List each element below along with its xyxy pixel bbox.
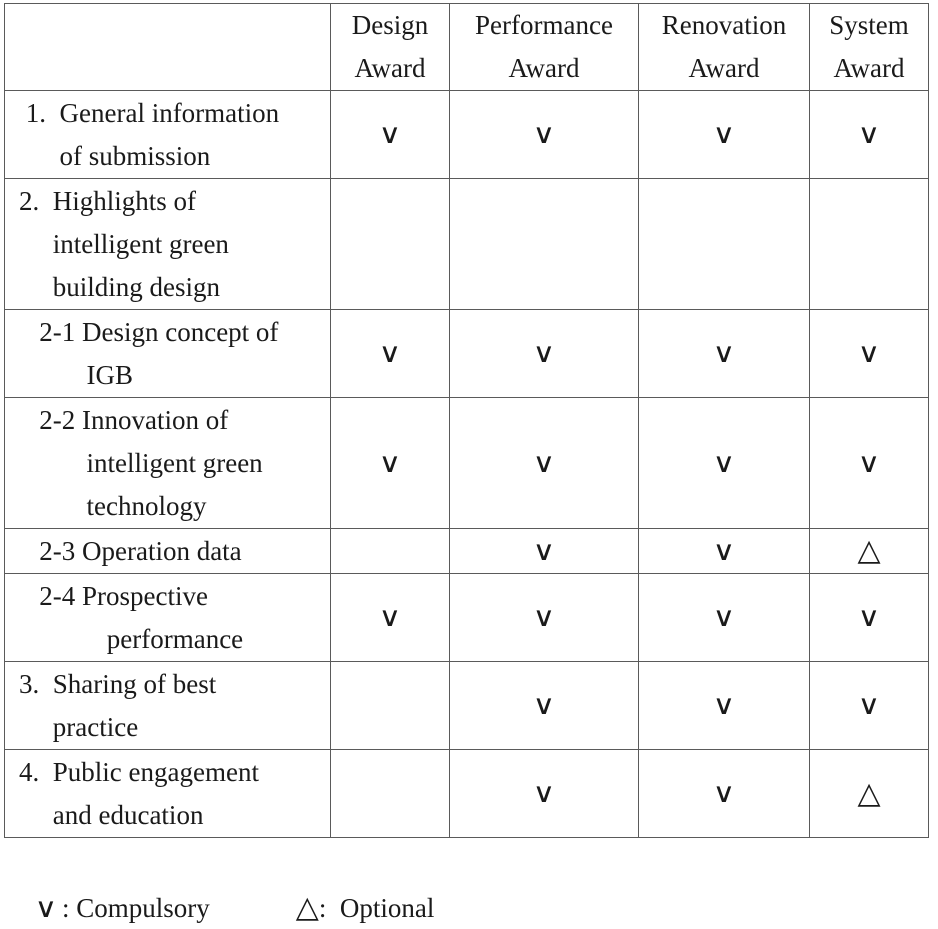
check-icon: ∨ bbox=[34, 893, 57, 924]
column-header-line: Award bbox=[688, 53, 760, 83]
check-icon: ∨ bbox=[378, 119, 402, 150]
check-icon: ∨ bbox=[712, 338, 736, 369]
legend-optional bbox=[296, 888, 435, 928]
cell-system-award bbox=[810, 310, 929, 398]
cell-performance-award bbox=[450, 529, 639, 574]
cell-design-award bbox=[331, 750, 450, 838]
check-icon: ∨ bbox=[712, 690, 736, 721]
cell-design-award bbox=[331, 398, 450, 529]
table-row bbox=[5, 529, 929, 574]
table-row bbox=[5, 91, 929, 179]
column-header-line: Award bbox=[833, 53, 905, 83]
corner-cell bbox=[5, 4, 331, 91]
check-icon: ∨ bbox=[532, 690, 556, 721]
cell-design-award bbox=[331, 91, 450, 179]
check-icon: ∨ bbox=[532, 602, 556, 633]
cell-renovation-award bbox=[639, 398, 810, 529]
cell-performance-award bbox=[450, 750, 639, 838]
header-row bbox=[5, 4, 929, 91]
check-icon: ∨ bbox=[857, 119, 881, 150]
cell-renovation-award bbox=[639, 574, 810, 662]
check-icon: ∨ bbox=[857, 690, 881, 721]
check-icon: ∨ bbox=[712, 778, 736, 809]
check-icon: ∨ bbox=[532, 447, 556, 479]
cell-renovation-award bbox=[639, 662, 810, 750]
row-label: 1. General information of submission bbox=[25, 97, 280, 171]
cell-design-award bbox=[331, 529, 450, 574]
cell-renovation-award bbox=[639, 179, 810, 310]
cell-performance-award bbox=[450, 574, 639, 662]
row-label: 3. Sharing of best practice bbox=[19, 668, 217, 742]
row-label: 2-1 Design concept of IGB bbox=[39, 316, 279, 390]
triangle-icon: △ bbox=[857, 775, 881, 811]
row-label-cell bbox=[5, 91, 331, 179]
cell-performance-award bbox=[450, 310, 639, 398]
table-body bbox=[5, 91, 929, 838]
cell-performance-award bbox=[450, 662, 639, 750]
legend bbox=[22, 848, 434, 929]
table-row bbox=[5, 750, 929, 838]
check-icon: ∨ bbox=[378, 602, 402, 633]
column-header-system-award bbox=[810, 4, 929, 91]
cell-performance-award bbox=[450, 179, 639, 310]
row-label-cell bbox=[5, 574, 331, 662]
cell-system-award bbox=[810, 574, 929, 662]
check-icon: ∨ bbox=[712, 602, 736, 633]
legend-compulsory-text: : Compulsory bbox=[55, 893, 210, 923]
cell-system-award bbox=[810, 179, 929, 310]
check-icon: ∨ bbox=[712, 119, 736, 150]
column-header-line: Award bbox=[354, 53, 426, 83]
cell-design-award bbox=[331, 310, 450, 398]
check-icon: ∨ bbox=[712, 535, 736, 567]
cell-design-award bbox=[331, 179, 450, 310]
cell-system-award bbox=[810, 398, 929, 529]
column-header-line: Award bbox=[508, 53, 580, 83]
row-label-cell bbox=[5, 310, 331, 398]
column-header-line: System bbox=[829, 10, 909, 40]
row-label: 2. Highlights of intelligent green building design bbox=[19, 185, 229, 302]
row-label-cell bbox=[5, 529, 331, 574]
column-header-performance-award bbox=[450, 4, 639, 91]
table-row bbox=[5, 179, 929, 310]
award-requirements-table bbox=[4, 3, 929, 838]
cell-system-award bbox=[810, 662, 929, 750]
column-header-renovation-award bbox=[639, 4, 810, 91]
check-icon: ∨ bbox=[712, 447, 736, 479]
column-header-design-award bbox=[331, 4, 450, 91]
row-label: 2-3 Operation data bbox=[19, 535, 242, 566]
check-icon: ∨ bbox=[378, 447, 402, 479]
triangle-icon: △ bbox=[295, 890, 319, 925]
cell-system-award bbox=[810, 91, 929, 179]
row-label-cell bbox=[5, 179, 331, 310]
legend-compulsory bbox=[36, 888, 210, 929]
triangle-icon: △ bbox=[857, 533, 881, 568]
check-icon: ∨ bbox=[532, 119, 556, 150]
row-label: 4. Public engagement and education bbox=[19, 756, 259, 830]
cell-renovation-award bbox=[639, 529, 810, 574]
cell-performance-award bbox=[450, 398, 639, 529]
cell-system-award bbox=[810, 750, 929, 838]
table-row bbox=[5, 398, 929, 529]
row-label: 2-4 Prospective performance bbox=[39, 580, 244, 654]
column-header-line: Design bbox=[351, 10, 429, 40]
legend-optional-text: : Optional bbox=[318, 893, 435, 923]
column-header-line: Renovation bbox=[661, 10, 787, 40]
check-icon: ∨ bbox=[532, 778, 556, 809]
check-icon: ∨ bbox=[857, 602, 881, 633]
check-icon: ∨ bbox=[378, 338, 402, 369]
column-header-line: Performance bbox=[475, 10, 613, 40]
check-icon: ∨ bbox=[532, 535, 556, 567]
table-row bbox=[5, 310, 929, 398]
check-icon: ∨ bbox=[857, 447, 881, 479]
row-label-cell bbox=[5, 662, 331, 750]
cell-renovation-award bbox=[639, 91, 810, 179]
check-icon: ∨ bbox=[532, 338, 556, 369]
row-label-cell bbox=[5, 750, 331, 838]
check-icon: ∨ bbox=[857, 338, 881, 369]
row-label-cell bbox=[5, 398, 331, 529]
table-row bbox=[5, 574, 929, 662]
cell-performance-award bbox=[450, 91, 639, 179]
cell-renovation-award bbox=[639, 310, 810, 398]
cell-design-award bbox=[331, 662, 450, 750]
cell-renovation-award bbox=[639, 750, 810, 838]
cell-design-award bbox=[331, 574, 450, 662]
cell-system-award bbox=[810, 529, 929, 574]
row-label: 2-2 Innovation of intelligent green technology bbox=[39, 404, 263, 521]
table-row bbox=[5, 662, 929, 750]
